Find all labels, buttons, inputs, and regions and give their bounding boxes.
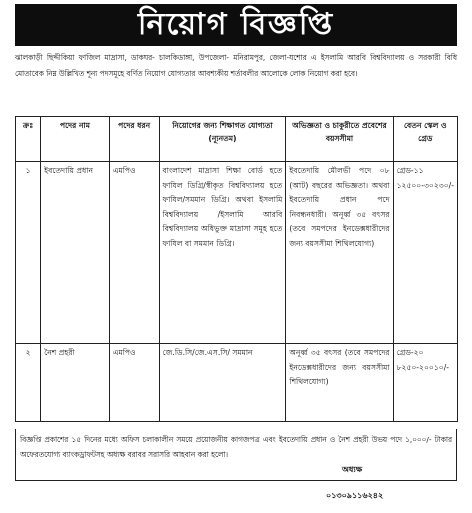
row-salary: গ্রেড-১১ ১২৫০০-৩০২৩০/- bbox=[393, 162, 457, 344]
row-post: ইবতেদায়ি প্রধান bbox=[41, 162, 110, 344]
footer-paragraph: বিজ্ঞপ্তি প্রকাশের ১৫ দিনের মধ্যে অফিস চলাকালীন সময়ে প্রয়োজনীয় কাগজপত্র এবং ইবতেদায়ি প্রধান ও নৈশ প্রহরী উভয় পদে ১,০০০/- টাকার অফেরতযোগ্য ব্যাংকড্রাফটসহ অধ্যক্ষ বরাবর সরাসরি আহবান করা হলো। bbox=[15, 429, 457, 481]
row-qualification: বাংলাদেশ মাদ্রাসা শিক্ষা বোর্ড হতে ফাযিল ডিগ্রি/স্বীকৃত বিশ্ববিদ্যালয় হতে ফাযিল/সমমান ডিগ্রি। অথবা ইসলামি বিশ্ববিদ্যালয় /ইসলামি আরবি বিশ্ববিদ্যালয় অধিভুক্ত মাদ্রাসা সমূহ হতে ফাযিল বা সমমান ডিগ্রি। bbox=[159, 162, 286, 344]
row-salary: গ্রেড-২০ ৮২৫০-২০০১০/- bbox=[393, 344, 457, 422]
header-salary: বেতন স্কেল ও গ্রেড bbox=[393, 117, 457, 162]
table-header-row bbox=[16, 117, 458, 162]
header-post: পদের নাম bbox=[41, 117, 110, 162]
header-qualification: নিয়োগের জন্য শিক্ষাগত যোগ্যতা (ন্যূনতম) bbox=[159, 117, 286, 162]
header-serial: ক্রঃ bbox=[16, 117, 41, 162]
row-type: এমপিও bbox=[109, 344, 159, 422]
intro-paragraph: ঝালকাড়ী ছিদ্দীকিয়া ফাজিল মাদ্রাসা, ডাকঘর- চালকিডাঙ্গা, উপজেলা- মনিরামপুর, জেলা-যশোর এ ইসলামি আরবি বিশ্ববিদ্যালয় ও সরকারী বিধি মোতাবেক নিম্ন উল্লিখিত শূন্য পদসমূহে বর্ণিত নিয়োগ যোগ্যতার আবশ্যকীয় শর্তাবলীর আলোকে লোক নিয়োগ করা হবে। bbox=[15, 53, 457, 78]
table-row bbox=[16, 344, 458, 422]
vacancy-table bbox=[15, 116, 458, 422]
signatory-phone: ০১৩০৯১১৬২৪২ bbox=[326, 491, 384, 500]
advertisement-title: নিয়োগ বিজ্ঞপ্তি bbox=[15, 4, 457, 46]
job-advertisement bbox=[4, 4, 467, 508]
signatory-title: অধ্যক্ষ bbox=[342, 465, 363, 474]
row-serial: ২ bbox=[16, 344, 41, 422]
row-experience: ইবতেদায়ি মৌলভী পদে ০৮ (আট) বছরের অভিজ্ঞতা। অথবা ইবতেদায়ি প্রধান পদে নিবন্ধনধারী। অনূর্ধ্ব ৩৫ বৎসর (তবে সমপদের ইনডেক্সধারীদের জন্য বয়সসীমা শিথিলযোগ্য) bbox=[286, 162, 393, 344]
row-qualification: জে.ডি.সি/জে.এস.সি/ সমমান bbox=[159, 344, 286, 422]
row-type: এমপিও bbox=[109, 162, 159, 344]
header-experience: অভিজ্ঞতা ও চাকুরীতে প্রবেশের বয়সসীমা bbox=[286, 117, 393, 162]
header-type: পদের ধরন bbox=[109, 117, 159, 162]
row-serial: ১ bbox=[16, 162, 41, 344]
table-row bbox=[16, 162, 458, 344]
row-experience: অনূর্ধ্ব ৩৫ বৎসর (তবে সমপদের ইনডেক্সধারীদের জন্য বয়সসীমা শিথিলযোগ্য) bbox=[286, 344, 393, 422]
row-post: নৈশ প্রহরী bbox=[41, 344, 110, 422]
